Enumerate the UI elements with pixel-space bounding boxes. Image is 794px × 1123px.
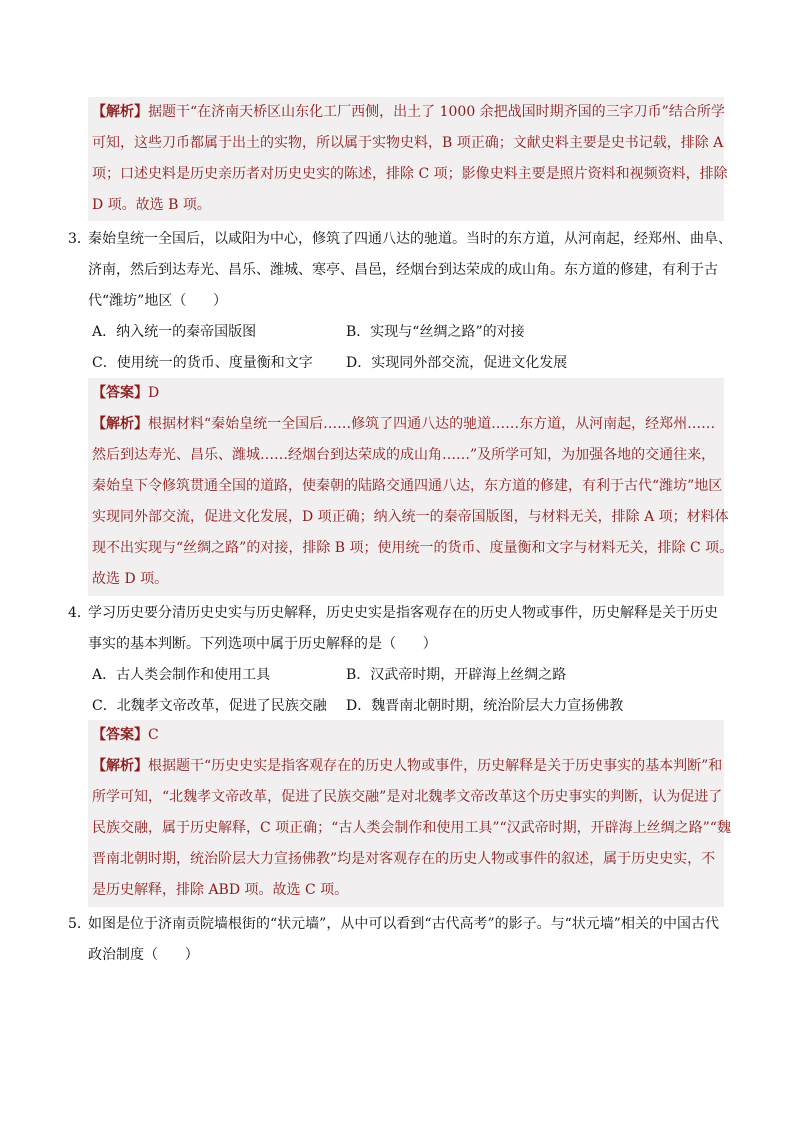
question-number: 3． — [68, 231, 91, 247]
analysis-line: 现不出实现与“丝绸之路”的对接，排除 B 项；使用统一的货币、度量衡和文字与材料无关，排除 C 项。 — [92, 540, 734, 556]
analysis-line: 秦始皇下令修筑贯通全国的道路，使秦朝的陆路交通四通八达，东方道的修建，有利于古代“潍坊”地区 — [92, 478, 723, 494]
analysis-line: 【解析】据题干“在济南天桥区山东化工厂西侧，出土了 1000 余把战国时期齐国的三字刀币”结合所学 — [92, 104, 725, 120]
question-line: 代“潍坊”地区（ ） — [88, 293, 228, 309]
question-line: 5．如图是位于济南贡院墙根街的“状元墙”，从中可以看到“古代高考”的影子。与“状元墙”相关的中国古代 — [68, 909, 728, 940]
question-5 — [68, 909, 728, 971]
question-line: 政治制度（ ） — [88, 947, 199, 963]
analysis-tag: 【解析】 — [92, 104, 148, 120]
answer-block-q3 — [88, 378, 734, 596]
answer-block-q4 — [88, 720, 731, 907]
answer-line — [88, 720, 724, 751]
analysis-line: 可知，这些刀币都属于出土的实物，所以属于实物史料，B 项正确；文献史料主要是史书记载，排除 A — [92, 135, 724, 151]
option-a[interactable]: A．纳入统一的秦帝国版图 — [92, 324, 257, 340]
analysis-line: 故选 D 项。 — [92, 571, 169, 587]
option-b[interactable]: B．实现与“丝绸之路”的对接 — [346, 324, 525, 340]
answer-tag: 【答案】 — [92, 727, 148, 743]
analysis-line: 是历史解释，排除 ABD 项。故选 C 项。 — [92, 882, 349, 898]
analysis-line: 项；口述史料是历史亲历者对历史史实的陈述，排除 C 项；影像史料主要是照片资料和视频资料，排除 — [92, 166, 728, 182]
question-line: 4．学习历史要分清历史史实与历史解释，历史史实是指客观存在的历史人物或事件，历史解释是关于历史 — [68, 598, 728, 629]
question-number: 4． — [68, 605, 91, 621]
analysis-line: 晋南北朝时期，统治阶层大力宣扬佛教”均是对客观存在的历史人物或事件的叙述，属于历史史实，不 — [92, 851, 716, 867]
question-number: 5． — [68, 916, 91, 932]
question-3 — [68, 224, 732, 317]
analysis-tag: 【解析】 — [92, 758, 148, 774]
analysis-block-q2 — [88, 97, 728, 221]
answer-value: C — [148, 727, 159, 743]
analysis-line: 【解析】根据材料“秦始皇统一全国后……修筑了四通八达的驰道……东方道，从河南起，经郑州…… — [92, 416, 716, 432]
question-line: 事实的基本判断。下列选项中属于历史解释的是（ ） — [88, 636, 437, 652]
option-b[interactable]: B．汉武帝时期，开辟海上丝绸之路 — [346, 667, 567, 683]
option-c[interactable]: C．北魏孝文帝改革，促进了民族交融 — [92, 698, 327, 714]
option-d[interactable]: D．实现同外部交流，促进文化发展 — [346, 355, 568, 371]
analysis-line: 然后到达寿光、昌乐、潍城……经烟台到达荣成的成山角……”及所学可知，为加强各地的交通往来， — [92, 447, 716, 463]
answer-line — [88, 378, 724, 409]
analysis-line: 民族交融，属于历史解释，C 项正确；“古人类会制作和使用工具”“汉武帝时期，开辟海上丝绸之路”“魏 — [92, 820, 731, 836]
analysis-line: D 项。故选 B 项。 — [92, 197, 211, 213]
analysis-line: 所学可知，“北魏孝文帝改革，促进了民族交融”是对北魏孝文帝改革这个历史事实的判断，认为促进了 — [92, 789, 723, 805]
question-line: 3．秦始皇统一全国后，以咸阳为中心，修筑了四通八达的驰道。当时的东方道，从河南起，经郑州、曲阜、 — [68, 224, 728, 255]
option-c[interactable]: C．使用统一的货币、度量衡和文字 — [92, 355, 313, 371]
analysis-tag: 【解析】 — [92, 416, 148, 432]
answer-value: D — [148, 385, 160, 401]
question-line: 济南，然后到达寿光、昌乐、潍城、寒亭、昌邑，经烟台到达荣成的成山角。东方道的修建，有利于古 — [88, 262, 718, 278]
answer-tag: 【答案】 — [92, 385, 148, 401]
analysis-line: 实现同外部交流，促进文化发展，D 项正确；纳入统一的秦帝国版图，与材料无关，排除 A 项；材料体 — [92, 509, 729, 525]
question-4 — [68, 598, 728, 660]
analysis-line: 【解析】根据题干“历史史实是指客观存在的历史人物或事件，历史解释是关于历史事实的基本判断”和 — [92, 758, 723, 774]
option-a[interactable]: A．古人类会制作和使用工具 — [92, 667, 271, 683]
option-d[interactable]: D．魏晋南北朝时期，统治阶层大力宣扬佛教 — [346, 698, 624, 714]
